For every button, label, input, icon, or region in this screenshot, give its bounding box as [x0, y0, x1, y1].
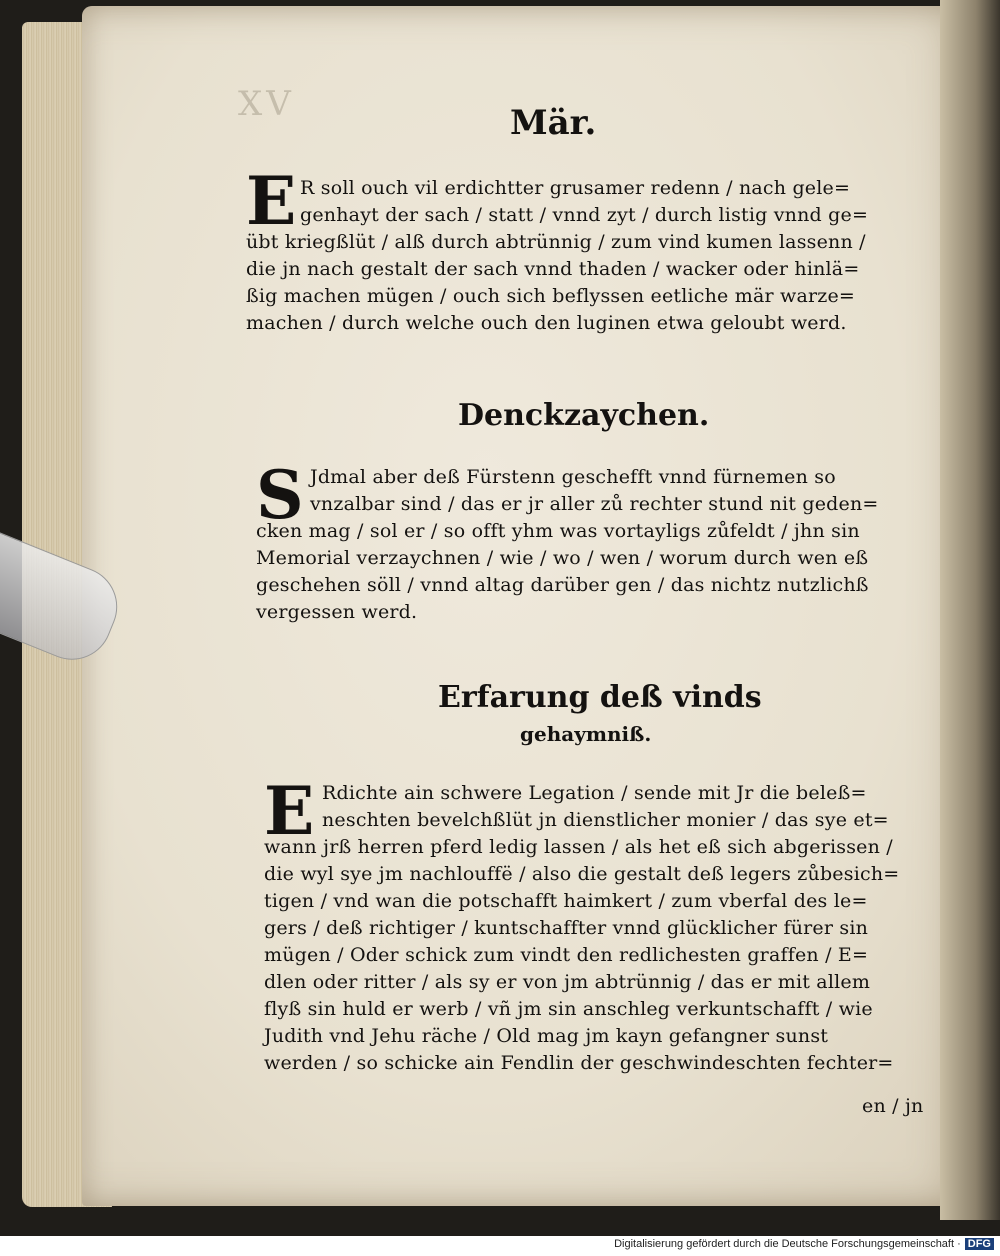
p2-line-4: Memorial verzaychnen / wie / wo / wen / worum durch wen eß — [256, 547, 869, 569]
p3-line-8: dlen oder ritter / als sy er von jm abtrünnig / das er mit allem — [264, 971, 871, 993]
p3-line-9: flyß sin huld er werb / vñ jm sin anschleg verkuntschafft / wie — [264, 998, 873, 1020]
catchword — [862, 1093, 924, 1120]
p2-line-1: Jdmal aber deß Fürstenn geschefft vnnd fürnemen so — [310, 466, 836, 488]
folio-showthrough: XV — [238, 84, 295, 124]
catchword-text: en / jn — [862, 1095, 924, 1117]
p3-line-7: mügen / Oder schick zum vindt den redlichesten graffen / E= — [264, 944, 869, 966]
p3-line-1: Rdichte ain schwere Legation / sende mit Jr die beleß= — [322, 782, 867, 804]
paragraph-2-cont — [256, 518, 869, 626]
dfg-logo: DFG — [965, 1238, 994, 1250]
heading-gehaymniss: gehaymniß. — [520, 722, 652, 746]
p1-line-3: übt kriegßlüt / alß durch abtrünnig / zum vind kumen lassenn / — [246, 231, 866, 253]
p3-line-10: Judith vnd Jehu räche / Old mag jm kayn gefangner sunst — [264, 1025, 829, 1047]
paragraph-1-cont — [246, 229, 866, 337]
p3-line-11: werden / so schicke ain Fendlin der geschwindeschten fechter= — [264, 1052, 894, 1074]
p3-line-4: die wyl sye jm nachlouffë / also die gestalt deß legers zůbesich= — [264, 863, 900, 885]
p3-line-6: gers / deß richtiger / kuntschaffter vnnd glücklicher fürer sin — [264, 917, 869, 939]
book-gutter — [940, 0, 1000, 1220]
p1-line-1: R soll ouch vil erdichtter grusamer redenn / nach gele= — [300, 177, 851, 199]
heading-erfarung: Erfarung deß vinds — [438, 680, 762, 715]
p3-line-2: neschten bevelchßlüt jn dienstlicher monier / das sye et= — [322, 809, 889, 831]
p3-line-5: tigen / vnd wan die potschafft haimkert / zum vberfal des le= — [264, 890, 868, 912]
p3-line-3: wann jrß herren pferd ledig lassen / als het eß sich abgerissen / — [264, 836, 893, 858]
heading-maer: Mär. — [510, 103, 597, 143]
digitization-credit-text: Digitalisierung gefördert durch die Deutsche Forschungsgemeinschaft · — [614, 1238, 961, 1250]
p2-line-2: vnzalbar sind / das er jr aller zů rechter stund nit geden= — [310, 493, 879, 515]
paragraph-3-cont — [264, 834, 899, 1077]
p1-line-4: die jn nach gestalt der sach vnnd thaden / wacker oder hinlä= — [246, 258, 860, 280]
p1-line-2: genhayt der sach / statt / vnnd zyt / durch listig vnnd ge= — [300, 204, 869, 226]
p1-line-5: ßig machen mügen / ouch sich beflyssen eetliche mär warze= — [246, 285, 856, 307]
paragraph-3 — [322, 780, 889, 834]
paragraph-2 — [310, 464, 879, 518]
p2-line-6: vergessen werd. — [256, 601, 418, 623]
digitization-credit — [614, 1238, 994, 1250]
p2-line-3: cken mag / sol er / so offt yhm was vortayligs zůfeldt / jhn sin — [256, 520, 860, 542]
dropcap-p2: S — [256, 456, 304, 534]
heading-denckzaychen: Denckzaychen. — [458, 398, 710, 433]
paragraph-1 — [300, 175, 868, 229]
p1-line-6: machen / durch welche ouch den luginen etwa geloubt werd. — [246, 312, 847, 334]
dropcap-p1: E — [246, 162, 297, 240]
p2-line-5: geschehen söll / vnnd altag darüber gen / das nichtz nutzlichß — [256, 574, 869, 596]
dropcap-p3: E — [264, 772, 315, 850]
